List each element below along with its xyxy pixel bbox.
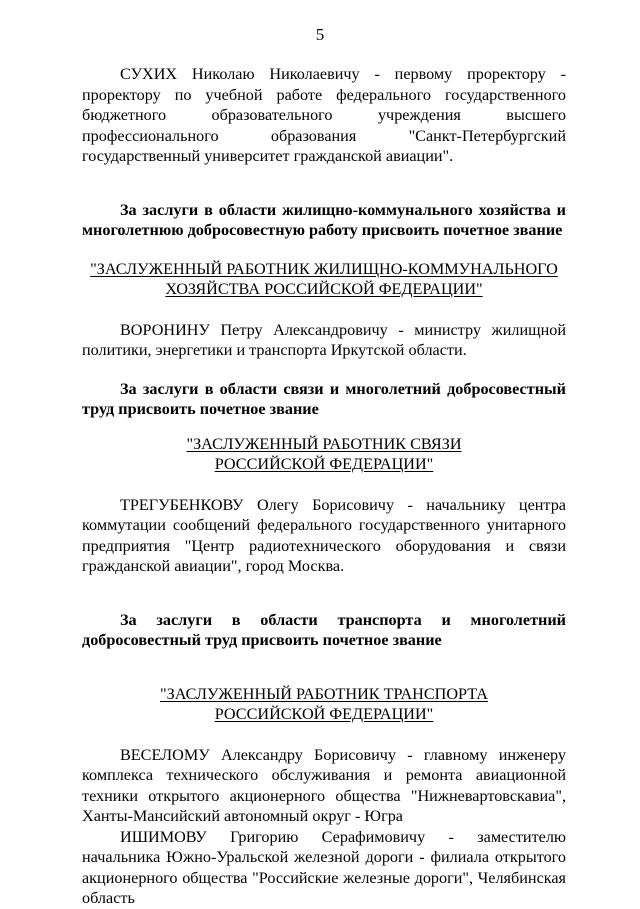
award-recipient-tregubenkov: ТРЕГУБЕНКОВУ Олегу Борисовичу - начальнику центра коммутации сообщений федерального государственного унитарного предприятия "Центр радиотехнического оборудования и связи гражданской авиации", город Москва. <box>82 495 566 575</box>
document-body <box>82 64 566 909</box>
award-clause-transport: За заслуги в области транспорта и многолетний добросовестный труд присвоить почетное звание <box>82 610 566 649</box>
award-recipient-sukhikh: СУХИХ Николаю Николаевичу - первому проректору - проректору по учебной работе федерального государственного бюджетного образовательного учреждения высшего профессионального образования "Санкт-Петербургский государственный университет гражданской авиации". <box>82 65 566 165</box>
page-number: 5 <box>315 25 325 44</box>
award-recipient-ishimov: ИШИМОВУ Григорию Серафимовичу - заместителю начальника Южно-Уральской железной дороги - филиала открытого акционерного общества "Российские железные дороги", Челябинская область <box>82 827 566 907</box>
award-title-transport-line1: "ЗАСЛУЖЕННЫЙ РАБОТНИК ТРАНСПОРТА <box>159 684 488 703</box>
award-clause-communications: За заслуги в области связи и многолетний добросовестный труд присвоить почетное звание <box>82 379 566 418</box>
award-title-transport-line2: РОССИЙСКОЙ ФЕДЕРАЦИИ" <box>214 705 434 723</box>
award-recipient-voronin: ВОРОНИНУ Петру Александровичу - министру жилищной политики, энергетики и транспорта Иркутской области. <box>82 320 566 359</box>
award-clause-housing: За заслуги в области жилищно-коммунального хозяйства и многолетнюю добросовестную работу присвоить почетное звание <box>82 200 566 239</box>
award-title-communications-line1: "ЗАСЛУЖЕННЫЙ РАБОТНИК СВЯЗИ <box>186 434 462 453</box>
award-title-housing-line2: ХОЗЯЙСТВА РОССИЙСКОЙ ФЕДЕРАЦИИ" <box>165 280 483 298</box>
award-title-transport <box>82 684 566 725</box>
award-title-communications <box>82 434 566 475</box>
award-title-housing-line1: "ЗАСЛУЖЕННЫЙ РАБОТНИК ЖИЛИЩНО-КОММУНАЛЬНОГО <box>90 259 558 278</box>
award-title-housing <box>82 259 566 300</box>
award-title-communications-line2: РОССИЙСКОЙ ФЕДЕРАЦИИ" <box>214 455 434 473</box>
award-recipient-veselov: ВЕСЕЛОМУ Александру Борисовичу - главному инженеру комплекса технического обслуживания и ремонта авиационной техники открытого акционерного общества "Нижневартовскавиа", Ханты-Мансийский автономный округ - Югра <box>82 745 566 825</box>
